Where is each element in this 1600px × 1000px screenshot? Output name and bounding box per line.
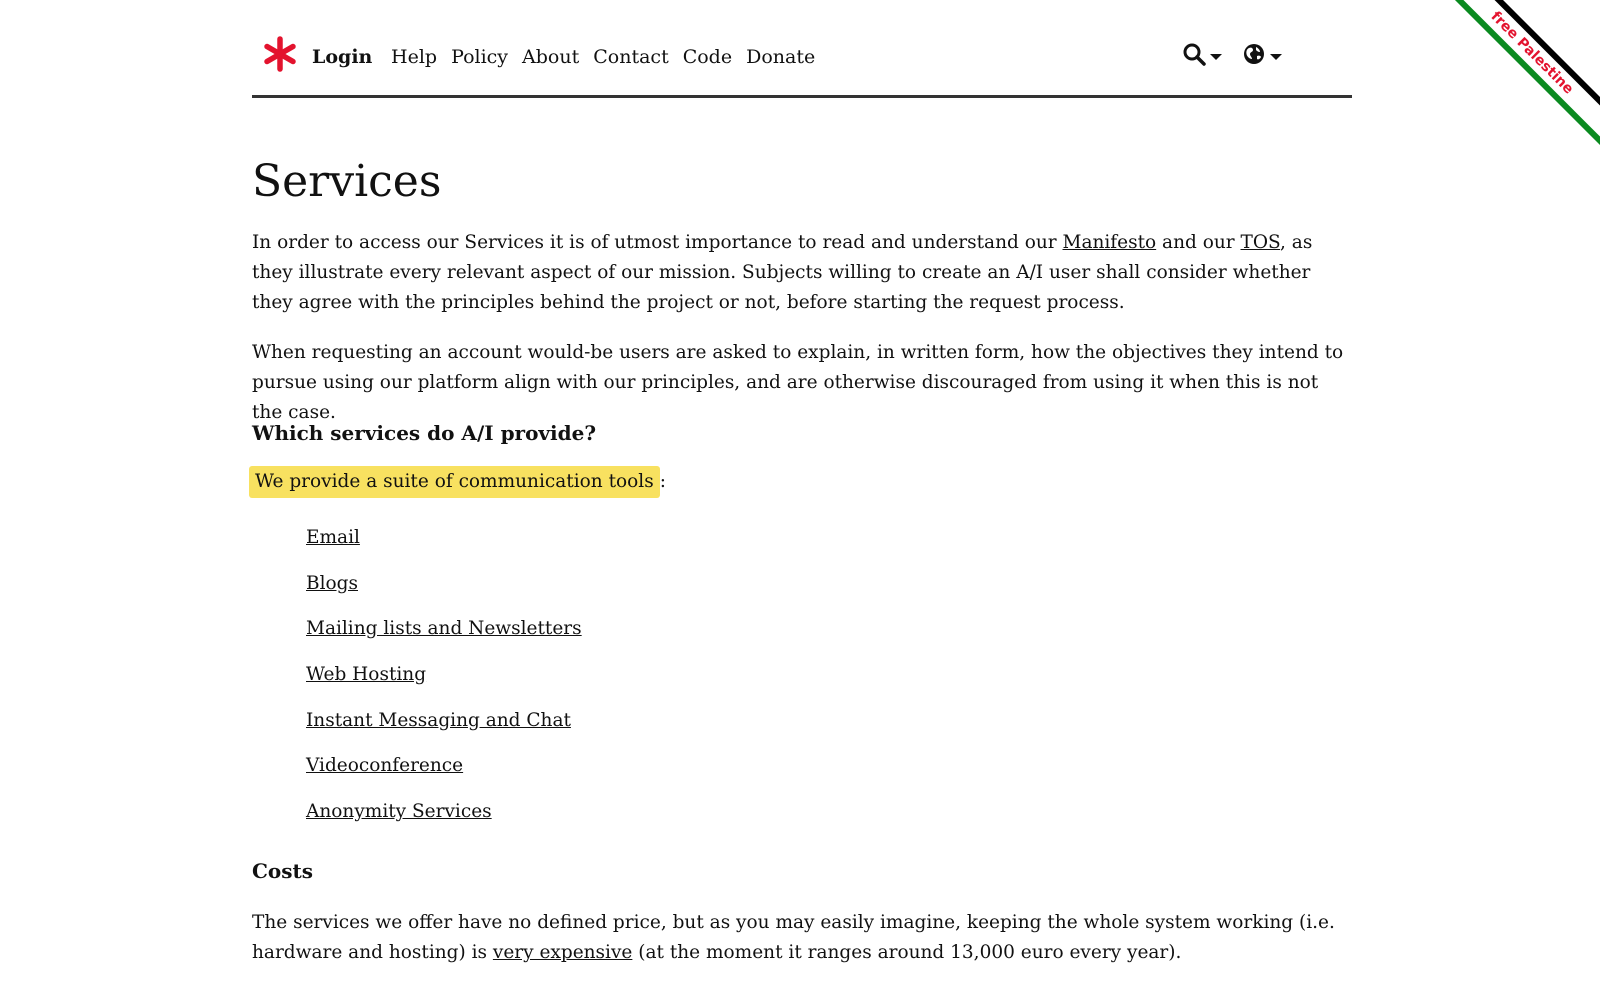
list-item <box>306 572 582 618</box>
very-expensive-link[interactable]: very expensive <box>492 942 633 963</box>
language-dropdown[interactable] <box>1242 42 1282 70</box>
service-mailing-lists-link[interactable]: Mailing lists and Newsletters <box>306 618 582 640</box>
intro-paragraph <box>252 228 1352 318</box>
nav-donate-link[interactable]: Donate <box>746 46 816 68</box>
request-paragraph: When requesting an account would-be users are asked to explain, in written form, how the objectives they intend to pursue using our platform align with our principles, and are otherwise discouraged from using it when this is not the case. <box>252 342 1344 423</box>
costs-paragraph <box>252 908 1352 968</box>
intro-text-middle: and our <box>1156 232 1241 253</box>
costs-text-start: The services we offer have no defined price, but as you may easily imagine, keeping the whole system working (i.e. hardware and hosting) is <box>252 912 1335 963</box>
globe-icon <box>1242 42 1266 70</box>
list-item <box>306 617 582 663</box>
service-anonymity-link[interactable]: Anonymity Services <box>306 801 492 823</box>
main-content <box>252 150 1352 963</box>
list-item <box>306 526 582 572</box>
highlight-suffix: : <box>659 471 666 492</box>
intro-text-end: , as they illustrate every relevant aspect of our mission. Subjects willing to create an A/I user shall consider whether they agree with the principles behind the project or not, before starting the request process. <box>252 232 1313 313</box>
highlighted-text: We provide a suite of communication tools <box>249 466 660 498</box>
free-palestine-ribbon[interactable]: free Palestine <box>1440 0 1600 157</box>
service-blogs-link[interactable]: Blogs <box>306 572 358 594</box>
nav-contact-link[interactable]: Contact <box>593 46 669 68</box>
costs-heading: Costs <box>252 859 314 883</box>
service-web-hosting-link[interactable]: Web Hosting <box>306 664 427 686</box>
service-videoconference-link[interactable]: Videoconference <box>306 755 464 777</box>
list-item <box>306 663 582 709</box>
ribbon-corner <box>1440 0 1600 160</box>
page-title: Services <box>252 156 442 207</box>
list-item <box>306 800 582 846</box>
chevron-down-icon <box>1210 54 1222 60</box>
nav-login-link[interactable]: Login <box>312 46 373 68</box>
top-navigation <box>252 30 1352 98</box>
services-heading: Which services do A/I provide? <box>252 421 597 445</box>
chevron-down-icon <box>1270 54 1282 60</box>
tos-link[interactable]: TOS <box>1240 232 1281 253</box>
asterisk-logo-icon[interactable] <box>262 36 298 72</box>
list-item <box>306 754 582 800</box>
search-icon <box>1182 42 1206 70</box>
nav-about-link[interactable]: About <box>522 46 580 68</box>
manifesto-link[interactable]: Manifesto <box>1062 232 1157 253</box>
nav-code-link[interactable]: Code <box>682 46 733 68</box>
search-dropdown[interactable] <box>1182 42 1222 70</box>
service-email-link[interactable]: Email <box>306 527 360 548</box>
nav-links <box>391 46 815 68</box>
nav-help-link[interactable]: Help <box>391 46 438 68</box>
highlighted-statement <box>249 466 666 498</box>
nav-policy-link[interactable]: Policy <box>451 46 509 68</box>
service-chat-link[interactable]: Instant Messaging and Chat <box>306 709 571 731</box>
intro-text-start: In order to access our Services it is of utmost importance to read and understand our <box>252 232 1063 253</box>
list-item <box>306 709 582 755</box>
services-list <box>306 526 582 846</box>
costs-text-end: (at the moment it ranges around 13,000 euro every year). <box>632 942 1182 963</box>
